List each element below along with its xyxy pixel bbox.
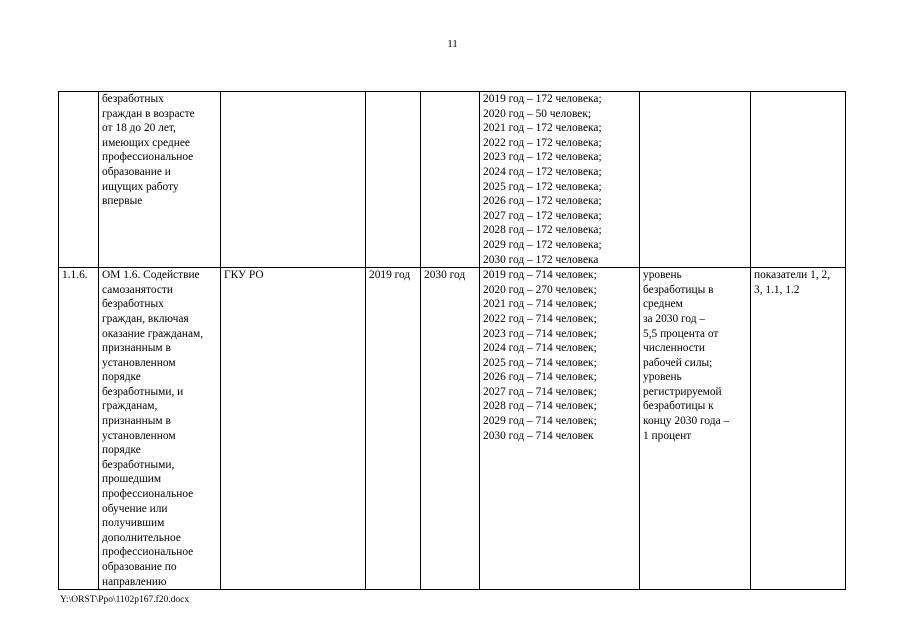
cell-line: 2028 год – 172 человека; [483,224,602,237]
cell-start: 2019 год [366,268,421,590]
cell-executor [221,92,366,268]
cell-volume [480,92,640,268]
cell-line: дополнительное [102,531,181,544]
cell-line: самозанятости [102,283,173,296]
cell-line: 2022 год – 714 человек; [483,312,597,325]
cell-line: безработными, и [102,385,184,398]
cell-line: впервые [102,195,143,208]
cell-line: 2020 год – 50 человек; [483,107,592,120]
cell-line: безработных [102,93,164,105]
cell-line: за 2030 год – [643,312,706,325]
cell-line: 2029 год – 714 человек; [483,415,597,428]
cell-result [640,92,751,268]
cell-line: 2028 год – 714 человек; [483,400,597,413]
cell-number: 1.1.6. [59,268,99,590]
cell-line: граждан, включая [102,312,189,325]
cell-line: 3, 1.1, 1.2 [754,283,800,296]
cell-line: ОМ 1.6. Содействие [102,269,200,282]
cell-line: регистрируемой [643,385,722,398]
cell-line: концу 2030 года – [643,415,730,428]
cell-line: 2023 год – 714 человек; [483,327,597,340]
cell-line: 2030 год – 172 человека [483,253,599,266]
cell-link [751,268,846,590]
cell-line: 2020 год – 270 человек; [483,283,597,296]
cell-start [366,92,421,268]
cell-name [99,92,221,268]
cell-number [59,92,99,268]
cell-line: от 18 до 20 лет, [102,122,176,135]
cell-line: установленном [102,356,176,369]
cell-executor: ГКУ РО [221,268,366,590]
cell-line: 2029 год – 172 человека; [483,238,602,251]
cell-line: 2019 год – 172 человека; [483,93,602,105]
cell-line: профессиональное [102,546,194,559]
cell-line: получившим [102,517,165,530]
cell-line: 1 процент [643,429,692,442]
cell-line: безработицы к [643,400,714,413]
cell-end [421,92,480,268]
table-row [59,92,846,268]
cell-line: 2025 год – 172 человека; [483,180,602,193]
table-row [59,268,846,590]
cell-line: гражданам, [102,400,158,413]
cell-volume [480,268,640,590]
cell-name [99,268,221,590]
cell-line: среднем [643,298,683,311]
cell-line: безработными, [102,458,175,471]
cell-line: численности [643,342,705,355]
cell-line: оказание гражданам, [102,327,204,340]
cell-line: обучение или [102,502,168,515]
cell-link [751,92,846,268]
cell-line: рабочей силы; [643,356,713,369]
cell-line: ищущих работу [102,180,179,193]
cell-line: уровень [643,269,682,282]
cell-line: 2019 год – 714 человек; [483,269,597,282]
cell-line: порядке [102,371,141,384]
cell-line: 2024 год – 172 человека; [483,165,602,178]
cell-line: признанным в [102,342,171,355]
program-table [58,91,846,590]
cell-end: 2030 год [421,268,480,590]
cell-line: порядке [102,444,141,457]
footer-file-path: Y:\ORST\Ppo\1102p167.f20.docx [60,595,190,605]
table-body [59,92,846,590]
cell-line: показатели 1, 2, [754,269,831,282]
cell-line: 2023 год – 172 человека; [483,151,602,164]
cell-line: уровень [643,371,682,384]
cell-line: направлению [102,575,167,588]
cell-line: 2024 год – 714 человек; [483,342,597,355]
cell-line: 2026 год – 714 человек; [483,371,597,384]
cell-line: граждан в возрасте [102,107,195,120]
cell-result [640,268,751,590]
cell-line: 2025 год – 714 человек; [483,356,597,369]
cell-line: установленном [102,429,176,442]
cell-line: безработицы в [643,283,714,296]
cell-line: 2021 год – 714 человек; [483,298,597,311]
cell-line: образование по [102,561,177,573]
cell-line: 2030 год – 714 человек [483,429,594,442]
cell-line: 2027 год – 172 человека; [483,209,602,222]
cell-line: 2026 год – 172 человека; [483,195,602,208]
cell-line: образование и [102,165,171,178]
cell-line: признанным в [102,415,171,428]
page-number: 11 [447,38,458,50]
cell-line: безработных [102,298,164,311]
cell-line: профессиональное [102,151,194,164]
cell-line: имеющих среднее [102,136,190,149]
cell-line: 2027 год – 714 человек; [483,385,597,398]
cell-line: прошедшим [102,473,162,486]
cell-line: 2022 год – 172 человека; [483,136,602,149]
cell-line: 5,5 процента от [643,327,719,340]
cell-line: 2021 год – 172 человека; [483,122,602,135]
cell-line: профессиональное [102,488,194,501]
